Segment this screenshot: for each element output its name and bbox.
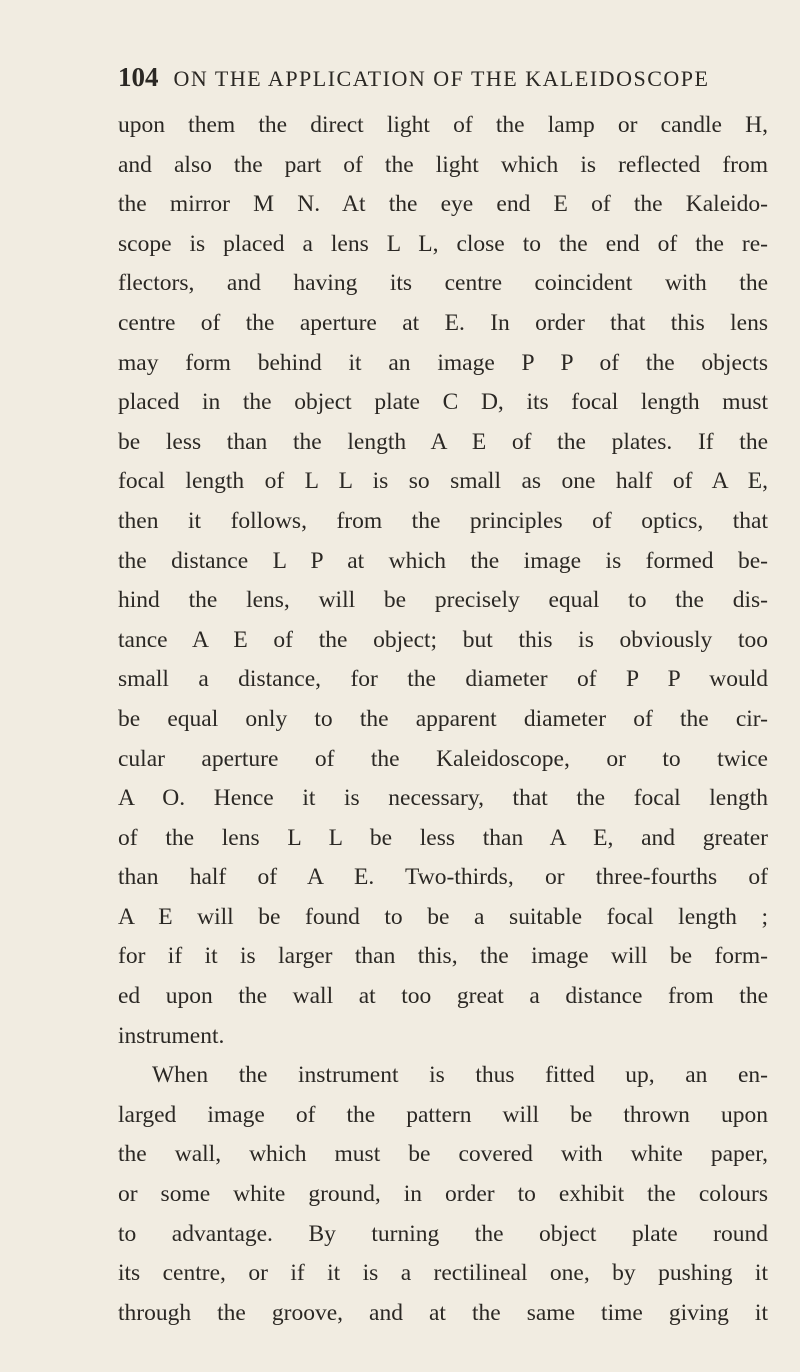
text-line: be equal only to the apparent diameter of the cir- [118,705,768,732]
page-number: 104 [118,62,159,92]
text-line: the wall, which must be covered with white paper, [118,1141,768,1168]
text-line: small a distance, for the diameter of P P would [118,666,768,693]
text-line: than half of A E. Two-thirds, or three-fourths of [118,864,768,891]
text-line: hind the lens, will be precisely equal to the dis- [118,587,768,614]
text-line: A O. Hence it is necessary, that the focal length [118,785,768,812]
paragraph-2 [118,1056,768,1333]
text-line: the mirror M N. At the eye end E of the Kaleido- [118,191,768,218]
text-line: its centre, or if it is a rectilineal one, by pushing it [118,1260,768,1287]
text-line: When the instrument is thus fitted up, an en- [152,1062,768,1089]
text-line: flectors, and having its centre coincident with the [118,270,768,297]
text-line: focal length of L L is so small as one half of A E, [118,468,768,495]
text-line: then it follows, from the principles of optics, that [118,507,768,534]
text-line: centre of the aperture at E. In order that this lens [118,309,768,336]
paragraph-1 [118,106,768,1056]
text-line: A E will be found to be a suitable focal length ; [118,903,768,930]
text-line: be less than the length A E of the plates. If the [118,428,768,455]
text-line: larged image of the pattern will be thrown upon [118,1101,768,1128]
text-line: may form behind it an image P P of the objects [118,349,768,376]
text-line: or some white ground, in order to exhibit the colours [118,1181,768,1208]
body-text [118,106,768,1333]
text-line: placed in the object plate C D, its focal length must [118,389,768,416]
text-line: through the groove, and at the same time giving it [118,1299,768,1326]
text-line: the distance L P at which the image is formed be- [118,547,768,574]
text-line: of the lens L L be less than A E, and greater [118,824,768,851]
running-title: ON THE APPLICATION OF THE KALEIDOSCOPE [173,66,710,91]
text-line: ed upon the wall at too great a distance from the [118,983,768,1010]
running-header [118,62,778,93]
text-line: for if it is larger than this, the image will be form- [118,943,768,970]
text-line: instrument. [118,1022,225,1049]
text-line: upon them the direct light of the lamp or candle H, [118,112,768,138]
text-line: cular aperture of the Kaleidoscope, or to twice [118,745,768,772]
text-line: scope is placed a lens L L, close to the end of the re- [118,230,768,257]
text-line: and also the part of the light which is reflected from [118,151,768,178]
text-line: to advantage. By turning the object plate round [118,1220,768,1247]
text-line: tance A E of the object; but this is obviously too [118,626,768,653]
